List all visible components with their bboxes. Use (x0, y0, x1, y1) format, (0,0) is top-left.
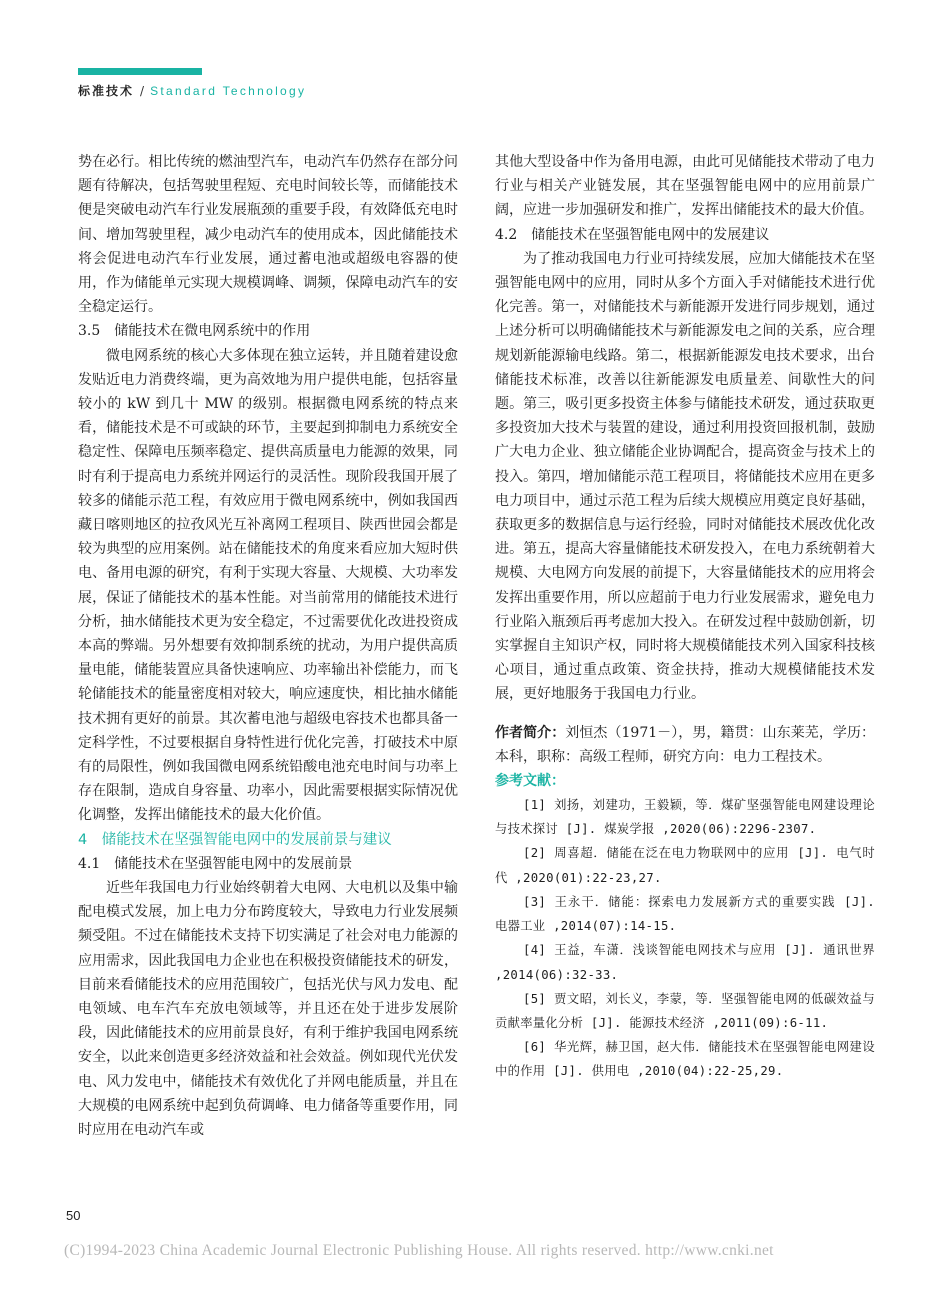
heading-4: 4 储能技术在坚强智能电网中的发展前景与建议 (78, 831, 392, 848)
paragraph-prospects-continuation: 其他大型设备中作为备用电源，由此可见储能技术带动了电力行业与相关产业链发展，其在坚强智能电网中的应用前景广阔，应进一步加强研发和推广，发挥出储能技术的最大价值。 (495, 154, 875, 219)
reference-item: [2] 周喜超．储能在泛在电力物联网中的应用 [J]. 电气时代 ,2020(01):22-23,27. (495, 846, 875, 885)
reference-item: [1] 刘扬，刘建功，王毅颖，等．煤矿坚强智能电网建设理论与技术探讨 [J]. 煤炭学报 ,2020(06):2296-2307. (495, 798, 875, 837)
author-bio-text: 刘恒杰（1971－），男，籍贯：山东莱芜，学历：本科，职称：高级工程师，研究方向：电力工程技术。 (495, 724, 876, 765)
heading-3-5: 3.5 储能技术在微电网系统中的作用 (78, 323, 311, 340)
paragraph-microgrid: 微电网系统的核心大多体现在独立运转，并且随着建设愈发贴近电力消费终端，更为高效地为用户提供电能，包括容量较小的 kW 到几十 MW 的级别。根据微电网系统的特点来看，储能技术是不可或缺的环节，主要起到抑制电力系统安全稳定性、保障电压频率稳定、提供高质量电力能源的效果，同时有利于提高电力系统并网运行的灵活性。现阶段我国开展了较多的储能示范工程，有效应用于微电网系统中，例如我国西藏日喀则地区的拉孜风光互补离网工程项目、陕西世园会都是较为典型的应用案例。站在储能技术的角度来看应加大短时供电、备用电源的研究，有利于实现大容量、大规模、大功率发展，保证了储能技术的基本性能。对当前常用的储能技术进行分析，抽水储能技术更为安全稳定，不过需要优化改进投资成本高的弊端。另外想要有效抑制系统的扰动，为用户提供高质量电能，储能装置应具备快速响应、功率输出补偿能力，而飞轮储能技术的能量密度相对较大，响应速度快，相比抽水储能技术拥有更好的前景。其次蓄电池与超级电容技术也都具备一定科学性，不过要根据自身特性进行优化完善，打破技术中原有的局限性，例如我国微电网系统铅酸电池充电时间与功率上存在限制，造成自身容量、功率小，因此需要根据实际情况优化调整，发挥出储能技术的最大化价值。 (78, 347, 458, 824)
reference-item: [5] 贾文昭，刘长义，李蒙，等．坚强智能电网的低碳效益与贡献率量化分析 [J]. 能源技术经济 ,2011(09):6-11. (495, 991, 875, 1030)
right-column (495, 150, 875, 1084)
paragraph-ev-continuation: 势在必行。相比传统的燃油型汽车，电动汽车仍然存在部分问题有待解决，包括驾驶里程短、充电时间较长等，而储能技术便是突破电动汽车行业发展瓶颈的重要手段，有效降低充电时间、增加驾驶里程，减少电动汽车的使用成本，因此储能技术将会促进电动汽车行业发展，通过蓄电池或超级电容器的使用，作为储能单元实现大规模调峰、调频，保障电动汽车的安全稳定运行。 (78, 154, 458, 316)
reference-item: [3] 王永干．储能：探索电力发展新方式的重要实践 [J]. 电器工业 ,2014(07):14-15. (495, 894, 875, 934)
page-number: 50 (66, 1208, 81, 1223)
author-bio (495, 721, 875, 769)
paragraph-suggestions: 为了推动我国电力行业可持续发展，应加大储能技术在坚强智能电网中的应用，同时从多个方面入手对储能技术进行优化完善。第一，对储能技术与新能源开发进行同步规划，通过上述分析可以明确储能技术与新能源发电之间的关系，应合理规划新能源输电线路。第二，根据新能源发电技术要求，出台储能技术标准，改善以往新能源发电质量差、间歇性大的问题。第三，吸引更多投资主体参与储能技术研发，通过获取更多投资加大技术与装置的建设，通过利用投资回报机制，鼓励广大电力企业、独立储能企业协调配合，提高资金与技术上的投入。第四，增加储能示范工程项目，将储能技术应用在更多电力项目中，通过示范工程为后续大规模应用奠定良好基础，获取更多的数据信息与运行经验，同时对储能技术展改优化改进。第五，提高大容量储能技术研发投入，在电力系统朝着大规模、大电网方向发展的前提下，大容量储能技术的应用将会发挥出重要作用，所以应超前于电力行业发展需求，避免电力行业陷入瓶颈后再考虑加大投入。在研发过程中鼓励创新，切实掌握自主知识产权，同时将大规模储能技术列入国家科技核心项目，通过重点政策、资金扶持，推动大规模储能技术发展，更好地服务于我国电力行业。 (495, 250, 875, 703)
references-title: 参考文献： (495, 773, 565, 790)
paragraph-prospects: 近些年我国电力行业始终朝着大电网、大电机以及集中输配电模式发展，加上电力分布跨度较大，导致电力行业发展频频受阻。不过在储能技术支持下切实满足了社会对电力能源的应用需求，因此我国电力企业也在积极投资储能技术的研发，目前来看储能技术的应用范围较广，包括光伏与风力发电、配电领域、电车汽车充放电领域等，并且还在处于进步发展阶段，因此储能技术的应用前景良好，有利于维护我国电网系统安全，以此来创造更多经济效益和社会效益。例如现代光伏发电、风力发电中，储能技术有效优化了并网电能质量，并且在大规模的电网系统中起到负荷调峰、电力储备等重要作用，同时应用在电动汽车或 (78, 879, 458, 1138)
left-column (78, 150, 458, 1142)
header-section-cn: 标准技术 (78, 84, 135, 98)
heading-4-1: 4.1 储能技术在坚强智能电网中的发展前景 (78, 855, 353, 872)
running-header (78, 82, 306, 99)
author-bio-label: 作者简介： (495, 724, 566, 741)
header-section-en: Standard Technology (150, 84, 307, 98)
copyright-watermark: (C)1994-2023 China Academic Journal Electronic Publishing House. All rights reserved. http://www.cnki.net (64, 1242, 774, 1259)
header-accent-bar (78, 68, 202, 75)
header-separator: / (140, 84, 145, 98)
reference-item: [4] 王益，车潇．浅谈智能电网技术与应用 [J]. 通讯世界 ,2014(06):32-33. (495, 943, 875, 982)
heading-4-2: 4.2 储能技术在坚强智能电网中的发展建议 (495, 226, 770, 243)
reference-item: [6] 华光辉，赫卫国，赵大伟．储能技术在坚强智能电网建设中的作用 [J]. 供用电 ,2010(04):22-25,29. (495, 1040, 875, 1079)
